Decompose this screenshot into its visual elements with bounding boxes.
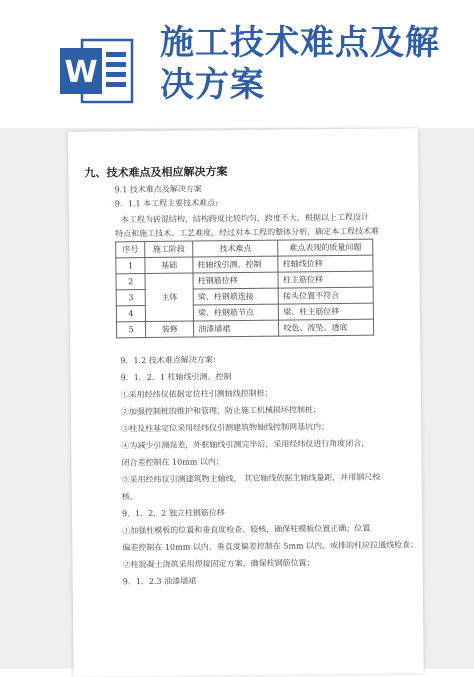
table-header-cell: 难点表现的质量问题: [278, 239, 373, 256]
table-cell: 梁、柱钢筋节点: [193, 304, 278, 321]
list-item: ②柱混凝土浇筑采用焊接固定方案，确保柱钢筋位置；: [122, 558, 315, 570]
section-heading: 九、技术难点及相应解决方案: [84, 165, 228, 180]
difficulty-table: [115, 239, 374, 339]
list-item: ④为减少引测误差，外框轴线引测完毕后，采用经纬仪进行角度闭合，: [121, 438, 370, 451]
page-title: [160, 22, 460, 106]
table-cell: 基础: [145, 257, 193, 274]
list-item: 核。: [121, 492, 138, 502]
table-cell: 油漆墙裙: [194, 320, 279, 337]
table-cell: 5: [117, 322, 146, 338]
table-cell: 咬色、流坠、透底: [279, 319, 374, 336]
table-header-cell: 施工阶段: [145, 241, 193, 258]
table-cell: 4: [116, 306, 145, 322]
title-line-2: 决方案: [160, 65, 265, 105]
subsection-9-1-2: 9．1.2 技术难点解决方案：: [120, 355, 221, 366]
table-cell: 柱轴线位移: [278, 255, 373, 272]
list-item: ②加强控制桩的维护和管理，防止施工机械损坏控制桩；: [120, 405, 321, 417]
table-cell: 接头位置不符合: [279, 287, 374, 304]
table-cell: 主体: [145, 273, 193, 321]
paragraph-line: 特点和施工技术、工艺难度，经过对本工程的整体分析，确定本工程技术难: [115, 226, 380, 239]
list-item: 偏差控制在 10mm 以内，垂直度偏差控制在 5mm 以内，成排的柱应拉通线检查；: [122, 540, 419, 553]
header: [0, 0, 474, 128]
list-item: ①采用经纬仪依据定位柱引测轴线控制桩；: [120, 388, 273, 400]
subsection-9-1-2-3: 9．1．2.3 油漆墙裙: [122, 576, 197, 587]
table-header-cell: 序号: [116, 242, 145, 258]
table-cell: 梁、柱主筋位移: [279, 303, 374, 320]
list-item: ①加强柱模板的位置和垂直度检查、较核，确保柱模板位置正确；位置: [122, 523, 371, 536]
table-header-cell: 技术难点: [193, 240, 278, 257]
subsection-9-1-2-2: 9．1．2．2 独立柱钢筋位移: [121, 508, 225, 519]
list-item: ⑤采用经纬仪引测建筑物主轴线， 其它轴线依据主轴线量距，并用钢尺校: [121, 472, 381, 485]
table-cell: 柱主筋位移: [278, 271, 373, 288]
subsection-9-1: 9.1 技术难点及解决方案: [114, 184, 202, 195]
word-document-icon: [60, 38, 134, 104]
paragraph-line: 本工程为砖混结构，结构跨度比较均匀，跨度不大，根据以上工程设计: [120, 212, 369, 225]
svg-text:W: W: [64, 55, 98, 90]
list-item: 闭合差控制在 10mm 以内；: [121, 457, 224, 468]
table-cell: 梁、柱钢筋连接: [193, 288, 278, 305]
list-item: ③柱及柱基定位采用经纬仪引测建筑物轴线控制网基坑内；: [121, 422, 330, 434]
table-cell: 2: [116, 274, 145, 290]
document-page: [68, 128, 424, 677]
table-cell: 柱钢筋位移: [193, 272, 278, 289]
title-line-1: 施工技术难点及解: [160, 23, 440, 63]
table-row: [117, 319, 374, 338]
table-cell: 1: [116, 258, 145, 274]
subsection-9-1-2-1: 9．1．2．1 柱轴线引测、控制: [120, 372, 232, 383]
table-cell: 装修: [146, 321, 194, 338]
table-cell: 3: [116, 290, 145, 306]
table-cell: 柱轴线引测、控制: [193, 256, 278, 273]
subsection-9-1-1: 9．1.1 本工程主要技术难点:: [114, 198, 218, 209]
